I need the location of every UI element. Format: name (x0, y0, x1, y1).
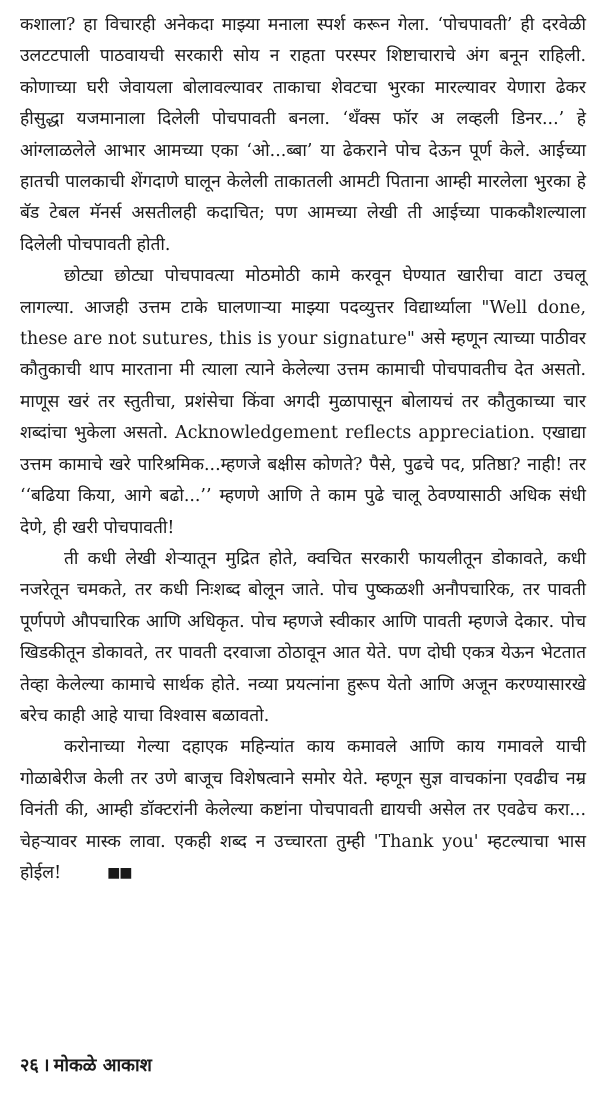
paragraph-3: ती कधी लेखी शेऱ्यातून मुद्रित होते, क्वचित सरकारी फायलीतून डोकावते, कधी नजरेतून चमकते, तर कधी निःशब्द बोलून जाते. पोच पुष्कळशी अनौपचारिक, तर पावती पूर्णपणे औपचारिक आणि अधिकृत. पोच म्हणजे स्वीकार आणि पावती म्हणजे देकार. पोच खिडकीतून डोकावते, तर पावती दरवाजा ठोठावून आत येते. पण दोघी एकत्र येऊन भेटतात तेव्हा केलेल्या कामाचे सार्थक होते. नव्या प्रयत्नांना हुरूप येतो आणि अजून करण्यासारखे बरेच काही आहे याचा विश्वास बळावतो. (20, 548, 586, 726)
page-footer (20, 1054, 152, 1078)
page-number: २६ (20, 1055, 39, 1076)
paragraph-4-text: करोनाच्या गेल्या दहाएक महिन्यांत काय कमावले आणि काय गमावले याची गोळाबेरीज केली तर उणे बाजूच विशेषत्वाने समोर येते. म्हणून सुज्ञ वाचकांना एवढीच नम्र विनंती की, आम्ही डॉक्टरांनी केलेल्या कष्टांना पोचपावती द्यायची असेल तर एवढेच करा... चेहऱ्यावर मास्क लावा. एकही शब्द न उच्चारता तुम्ही 'Thank you' म्हटल्याचा भास होईल! (20, 737, 586, 883)
footer-separator: । (42, 1055, 50, 1076)
paragraph-1: कशाला? हा विचारही अनेकदा माझ्या मनाला स्पर्श करून गेला. ‘पोचपावती’ ही दरवेळी उलटटपाली पाठवायची सरकारी सोय न राहता परस्पर शिष्टाचाराचे अंग बनून राहिली. कोणाच्या घरी जेवायला बोलावल्यावर ताकाचा शेवटचा भुरका मारल्यावर येणारा ढेकर हीसुद्धा यजमानाला दिलेली पोचपावती बनला. ‘थँक्स फॉर अ लव्हली डिनर...’ हे आंग्लाळलेले आभार आमच्या एका ‘ओ...ब्बा’ या ढेकराने पोच देऊन पूर्ण केले. आईच्या हातची पालकाची शेंगदाणे घालून केलेली ताकातली आमटी पिताना आम्ही मारलेला भुरका हे बॅड टेबल मॅनर्स असतीलही कदाचित; पण आमच्या लेखी ती आईच्या पाककौशल्याला दिलेली पोचपावती होती. (20, 15, 586, 255)
article-body (20, 10, 586, 889)
paragraph-4 (20, 732, 586, 889)
end-of-article-mark: ■■ (107, 864, 132, 881)
book-title: मोकळे आकाश (53, 1055, 152, 1076)
paragraph-2: छोट्या छोट्या पोचपावत्या मोठमोठी कामे करवून घेण्यात खारीचा वाटा उचलू लागल्या. आजही उत्तम टाके घालणाऱ्या माझ्या पदव्युत्तर विद्यार्थ्याला "Well done, these are not sutures, this is your signature" असे म्हणून त्याच्या पाठीवर कौतुकाची थाप मारताना मी त्याला त्याने केलेल्या उत्तम कामाची पोचपावतीच देत असतो. माणूस खरं तर स्तुतीचा, प्रशंसेचा किंवा अगदी मुळापासून बोलायचं तर कौतुकाच्या चार शब्दांचा भुकेला असतो. Acknowledgement reflects appreciation. एखाद्या उत्तम कामाचे खरे पारिश्रमिक...म्हणजे बक्षीस कोणते? पैसे, पुढचे पद, प्रतिष्ठा? नाही! तर ‘‘बढिया किया, आगे बढो...’’ म्हणणे आणि ते काम पुढे चालू ठेवण्यासाठी अधिक संधी देणे, ही खरी पोचपावती! (20, 266, 586, 538)
